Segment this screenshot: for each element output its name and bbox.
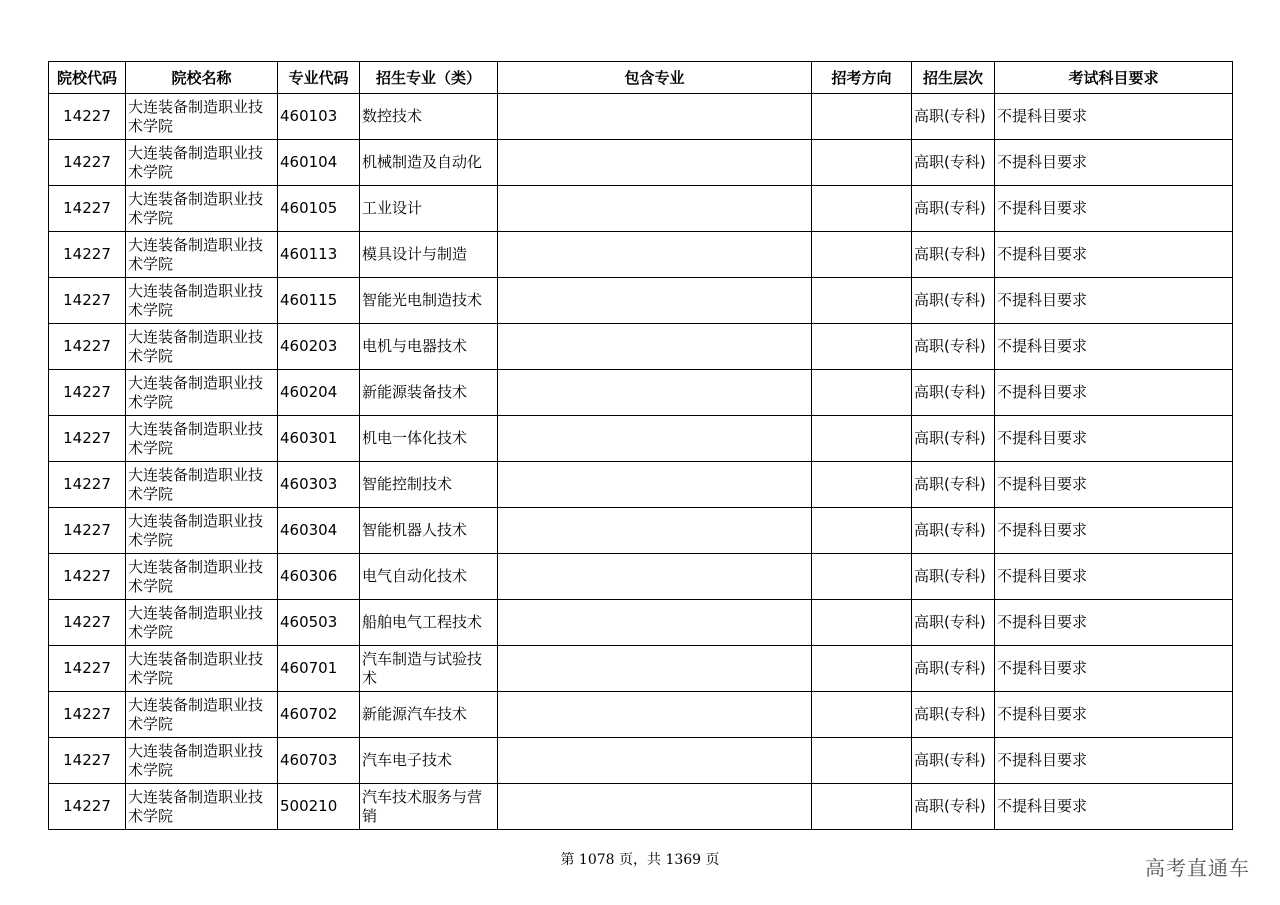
cell-included-majors bbox=[498, 186, 812, 232]
header-school-name: 院校名称 bbox=[126, 62, 278, 94]
cell-requirement: 不提科目要求 bbox=[995, 554, 1233, 600]
cell-major: 船舶电气工程技术 bbox=[360, 600, 498, 646]
cell-school-code: 14227 bbox=[49, 554, 126, 600]
cell-included-majors bbox=[498, 738, 812, 784]
cell-major: 智能机器人技术 bbox=[360, 508, 498, 554]
cell-level: 高职(专科) bbox=[912, 554, 995, 600]
table-body bbox=[49, 94, 1233, 830]
table-row bbox=[49, 784, 1233, 830]
table-row bbox=[49, 278, 1233, 324]
header-direction: 招考方向 bbox=[812, 62, 912, 94]
cell-requirement: 不提科目要求 bbox=[995, 324, 1233, 370]
table-row bbox=[49, 186, 1233, 232]
cell-requirement: 不提科目要求 bbox=[995, 416, 1233, 462]
cell-school-name: 大连装备制造职业技术学院 bbox=[126, 554, 278, 600]
cell-level: 高职(专科) bbox=[912, 370, 995, 416]
cell-direction bbox=[812, 140, 912, 186]
cell-school-name: 大连装备制造职业技术学院 bbox=[126, 508, 278, 554]
cell-school-name: 大连装备制造职业技术学院 bbox=[126, 646, 278, 692]
cell-major: 电机与电器技术 bbox=[360, 324, 498, 370]
cell-school-name: 大连装备制造职业技术学院 bbox=[126, 462, 278, 508]
cell-major-code: 460103 bbox=[278, 94, 360, 140]
page-number: 第 1078 页，共 1369 页 bbox=[560, 852, 720, 868]
table-row bbox=[49, 232, 1233, 278]
table-row bbox=[49, 94, 1233, 140]
cell-direction bbox=[812, 186, 912, 232]
cell-major: 智能控制技术 bbox=[360, 462, 498, 508]
cell-major: 电气自动化技术 bbox=[360, 554, 498, 600]
cell-school-code: 14227 bbox=[49, 370, 126, 416]
cell-direction bbox=[812, 508, 912, 554]
cell-included-majors bbox=[498, 94, 812, 140]
cell-requirement: 不提科目要求 bbox=[995, 462, 1233, 508]
cell-school-name: 大连装备制造职业技术学院 bbox=[126, 94, 278, 140]
cell-major: 数控技术 bbox=[360, 94, 498, 140]
cell-school-code: 14227 bbox=[49, 738, 126, 784]
cell-school-name: 大连装备制造职业技术学院 bbox=[126, 278, 278, 324]
cell-major-code: 460303 bbox=[278, 462, 360, 508]
cell-school-code: 14227 bbox=[49, 416, 126, 462]
cell-level: 高职(专科) bbox=[912, 508, 995, 554]
cell-level: 高职(专科) bbox=[912, 278, 995, 324]
cell-school-code: 14227 bbox=[49, 94, 126, 140]
table-row bbox=[49, 370, 1233, 416]
cell-level: 高职(专科) bbox=[912, 140, 995, 186]
cell-included-majors bbox=[498, 370, 812, 416]
cell-included-majors bbox=[498, 508, 812, 554]
header-school-code: 院校代码 bbox=[49, 62, 126, 94]
table-row bbox=[49, 462, 1233, 508]
cell-school-name: 大连装备制造职业技术学院 bbox=[126, 738, 278, 784]
cell-included-majors bbox=[498, 600, 812, 646]
cell-school-name: 大连装备制造职业技术学院 bbox=[126, 784, 278, 830]
cell-level: 高职(专科) bbox=[912, 324, 995, 370]
cell-included-majors bbox=[498, 554, 812, 600]
cell-major-code: 460203 bbox=[278, 324, 360, 370]
cell-school-code: 14227 bbox=[49, 278, 126, 324]
cell-requirement: 不提科目要求 bbox=[995, 646, 1233, 692]
cell-school-code: 14227 bbox=[49, 646, 126, 692]
cell-major-code: 460503 bbox=[278, 600, 360, 646]
cell-level: 高职(专科) bbox=[912, 186, 995, 232]
cell-level: 高职(专科) bbox=[912, 232, 995, 278]
table-row bbox=[49, 646, 1233, 692]
header-level: 招生层次 bbox=[912, 62, 995, 94]
cell-school-code: 14227 bbox=[49, 232, 126, 278]
cell-school-code: 14227 bbox=[49, 784, 126, 830]
cell-direction bbox=[812, 554, 912, 600]
enrollment-table bbox=[48, 61, 1233, 830]
cell-level: 高职(专科) bbox=[912, 462, 995, 508]
cell-school-name: 大连装备制造职业技术学院 bbox=[126, 692, 278, 738]
header-requirement: 考试科目要求 bbox=[995, 62, 1233, 94]
cell-level: 高职(专科) bbox=[912, 784, 995, 830]
cell-direction bbox=[812, 94, 912, 140]
cell-school-code: 14227 bbox=[49, 324, 126, 370]
cell-included-majors bbox=[498, 462, 812, 508]
cell-school-code: 14227 bbox=[49, 692, 126, 738]
cell-included-majors bbox=[498, 324, 812, 370]
cell-major-code: 460115 bbox=[278, 278, 360, 324]
cell-direction bbox=[812, 600, 912, 646]
cell-major: 新能源装备技术 bbox=[360, 370, 498, 416]
cell-requirement: 不提科目要求 bbox=[995, 232, 1233, 278]
cell-requirement: 不提科目要求 bbox=[995, 186, 1233, 232]
cell-included-majors bbox=[498, 416, 812, 462]
cell-major-code: 460204 bbox=[278, 370, 360, 416]
cell-level: 高职(专科) bbox=[912, 692, 995, 738]
cell-major-code: 460301 bbox=[278, 416, 360, 462]
cell-requirement: 不提科目要求 bbox=[995, 600, 1233, 646]
cell-requirement: 不提科目要求 bbox=[995, 784, 1233, 830]
cell-school-code: 14227 bbox=[49, 600, 126, 646]
cell-school-name: 大连装备制造职业技术学院 bbox=[126, 140, 278, 186]
cell-requirement: 不提科目要求 bbox=[995, 692, 1233, 738]
table-row bbox=[49, 508, 1233, 554]
table-row bbox=[49, 600, 1233, 646]
cell-requirement: 不提科目要求 bbox=[995, 278, 1233, 324]
cell-major-code: 460306 bbox=[278, 554, 360, 600]
cell-major-code: 460701 bbox=[278, 646, 360, 692]
cell-requirement: 不提科目要求 bbox=[995, 738, 1233, 784]
cell-major: 汽车技术服务与营销 bbox=[360, 784, 498, 830]
cell-major: 工业设计 bbox=[360, 186, 498, 232]
cell-major: 机械制造及自动化 bbox=[360, 140, 498, 186]
table-row bbox=[49, 324, 1233, 370]
header-major-code: 专业代码 bbox=[278, 62, 360, 94]
cell-direction bbox=[812, 784, 912, 830]
cell-included-majors bbox=[498, 140, 812, 186]
cell-included-majors bbox=[498, 232, 812, 278]
table-row bbox=[49, 554, 1233, 600]
cell-included-majors bbox=[498, 692, 812, 738]
table-row bbox=[49, 738, 1233, 784]
cell-major-code: 460702 bbox=[278, 692, 360, 738]
cell-requirement: 不提科目要求 bbox=[995, 508, 1233, 554]
cell-requirement: 不提科目要求 bbox=[995, 94, 1233, 140]
cell-school-code: 14227 bbox=[49, 508, 126, 554]
cell-school-name: 大连装备制造职业技术学院 bbox=[126, 186, 278, 232]
cell-level: 高职(专科) bbox=[912, 94, 995, 140]
cell-major: 模具设计与制造 bbox=[360, 232, 498, 278]
cell-school-name: 大连装备制造职业技术学院 bbox=[126, 600, 278, 646]
cell-direction bbox=[812, 646, 912, 692]
table-row bbox=[49, 140, 1233, 186]
cell-direction bbox=[812, 738, 912, 784]
cell-major-code: 500210 bbox=[278, 784, 360, 830]
watermark: 高考直通车 bbox=[1145, 856, 1250, 880]
cell-included-majors bbox=[498, 646, 812, 692]
cell-major-code: 460703 bbox=[278, 738, 360, 784]
cell-direction bbox=[812, 232, 912, 278]
cell-school-name: 大连装备制造职业技术学院 bbox=[126, 324, 278, 370]
cell-level: 高职(专科) bbox=[912, 416, 995, 462]
cell-direction bbox=[812, 692, 912, 738]
cell-major: 新能源汽车技术 bbox=[360, 692, 498, 738]
cell-school-name: 大连装备制造职业技术学院 bbox=[126, 232, 278, 278]
cell-direction bbox=[812, 370, 912, 416]
cell-major: 汽车制造与试验技术 bbox=[360, 646, 498, 692]
table-row bbox=[49, 416, 1233, 462]
cell-direction bbox=[812, 324, 912, 370]
cell-level: 高职(专科) bbox=[912, 600, 995, 646]
cell-level: 高职(专科) bbox=[912, 646, 995, 692]
cell-direction bbox=[812, 278, 912, 324]
table-header-row bbox=[49, 62, 1233, 94]
cell-major-code: 460104 bbox=[278, 140, 360, 186]
cell-requirement: 不提科目要求 bbox=[995, 140, 1233, 186]
cell-school-name: 大连装备制造职业技术学院 bbox=[126, 370, 278, 416]
cell-major: 智能光电制造技术 bbox=[360, 278, 498, 324]
cell-major: 机电一体化技术 bbox=[360, 416, 498, 462]
cell-included-majors bbox=[498, 784, 812, 830]
cell-major-code: 460113 bbox=[278, 232, 360, 278]
cell-school-code: 14227 bbox=[49, 140, 126, 186]
cell-direction bbox=[812, 462, 912, 508]
header-included-majors: 包含专业 bbox=[498, 62, 812, 94]
cell-requirement: 不提科目要求 bbox=[995, 370, 1233, 416]
table-row bbox=[49, 692, 1233, 738]
cell-level: 高职(专科) bbox=[912, 738, 995, 784]
cell-included-majors bbox=[498, 278, 812, 324]
cell-direction bbox=[812, 416, 912, 462]
cell-major-code: 460105 bbox=[278, 186, 360, 232]
cell-major: 汽车电子技术 bbox=[360, 738, 498, 784]
cell-school-code: 14227 bbox=[49, 186, 126, 232]
header-major: 招生专业（类） bbox=[360, 62, 498, 94]
cell-school-code: 14227 bbox=[49, 462, 126, 508]
cell-school-name: 大连装备制造职业技术学院 bbox=[126, 416, 278, 462]
cell-major-code: 460304 bbox=[278, 508, 360, 554]
